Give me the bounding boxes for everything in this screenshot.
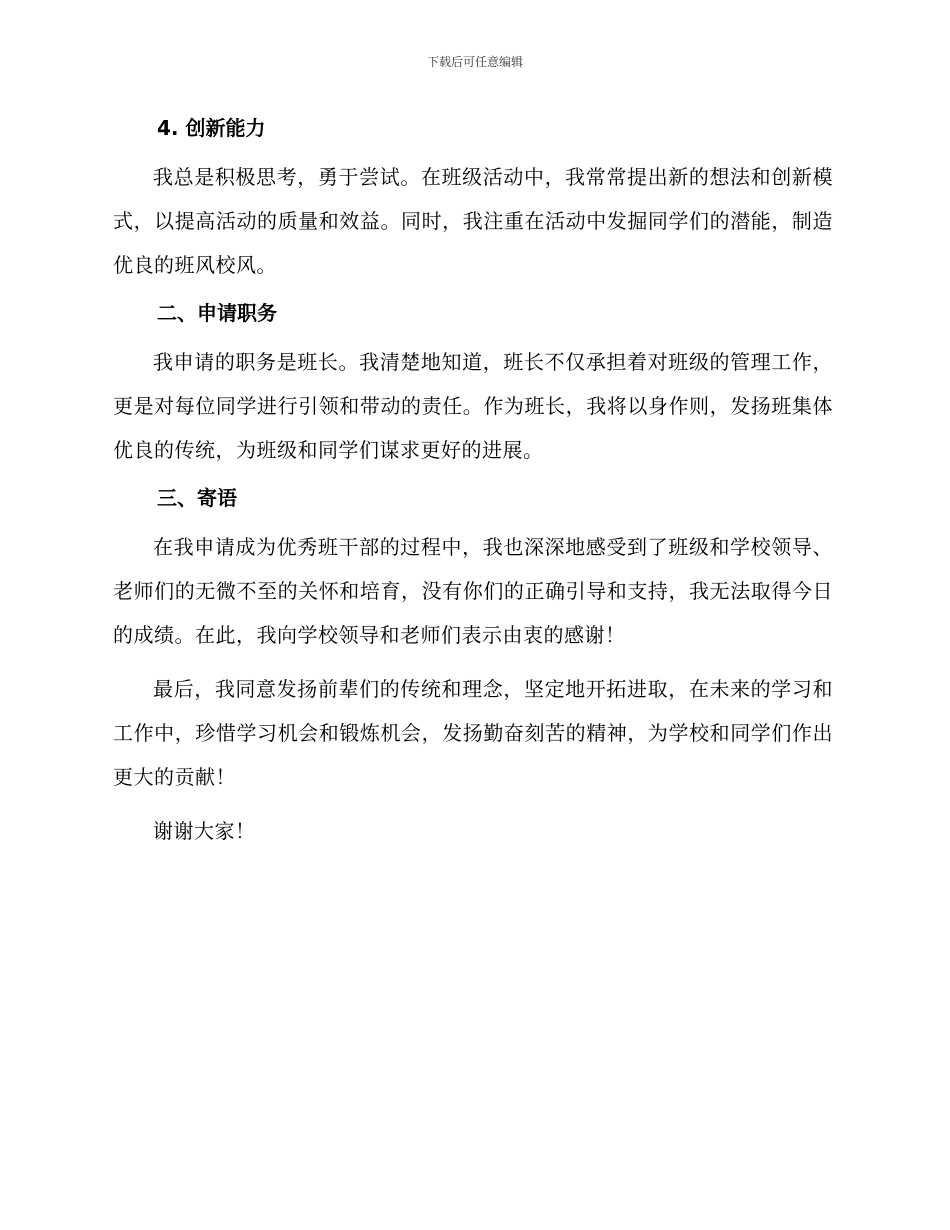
paragraph-innovation: 我总是积极思考，勇于尝试。在班级活动中，我常常提出新的想法和创新模式，以提高活动的质量和效益。同时，我注重在活动中发掘同学们的潜能，制造优良的班风校风。: [113, 165, 833, 277]
page-header-note: 下载后可任意编辑: [426, 55, 523, 69]
section-heading-position: 二、申请职务: [157, 301, 277, 325]
paragraph-closing: 谢谢大家！: [153, 819, 256, 843]
section-heading-innovation: 4. 创新能力: [157, 116, 266, 140]
document-body: [113, 112, 833, 859]
paragraph-gratitude: 在我申请成为优秀班干部的过程中，我也深深地感受到了班级和学校领导、老师们的无微不至的关怀和培育，没有你们的正确引导和支持，我无法取得今日的成绩。在此，我向学校领导和老师们表示由衷的感谢！: [113, 535, 833, 647]
section-heading-message: 三、寄语: [157, 486, 237, 510]
paragraph-commitment: 最后，我同意发扬前辈们的传统和理念，坚定地开拓进取，在未来的学习和工作中，珍惜学习机会和锻炼机会，发扬勤奋刻苦的精神，为学校和同学们作出更大的贡献！: [113, 677, 833, 789]
paragraph-position: 我申请的职务是班长。我清楚地知道，班长不仅承担着对班级的管理工作，更是对每位同学进行引领和带动的责任。作为班长，我将以身作则，发扬班集体优良的传统，为班级和同学们谋求更好的进展。: [113, 350, 833, 462]
